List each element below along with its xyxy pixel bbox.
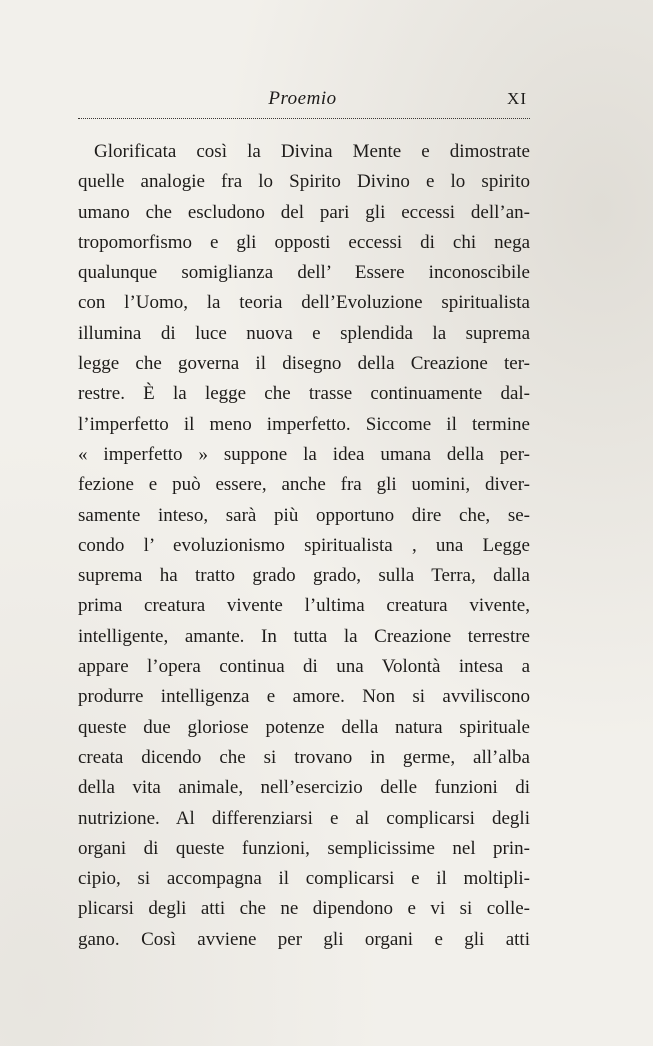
- text-line: restre. È la legge che trasse continuamente dal-: [78, 383, 530, 405]
- text-line: umano che escludono del pari gli eccessi dell’an-: [78, 201, 530, 223]
- text-line: suprema ha tratto grado grado, sulla Terra, dalla: [78, 565, 530, 587]
- text-line: fezione e può essere, anche fra gli uomini, diver-: [78, 474, 530, 496]
- text-line: queste due gloriose potenze della natura spirituale: [78, 716, 530, 738]
- text-line: tropomorfismo e gli opposti eccessi di chi nega: [78, 231, 530, 253]
- text-line: appare l’opera continua di una Volontà intesa a: [78, 656, 530, 678]
- text-line: condo l’ evoluzionismo spiritualista , una Legge: [78, 534, 530, 556]
- text-line: cipio, si accompagna il complicarsi e il moltipli-: [78, 868, 530, 890]
- text-line: l’imperfetto il meno imperfetto. Siccome il termine: [78, 413, 530, 435]
- text-line: organi di queste funzioni, semplicissime nel prin-: [78, 837, 530, 859]
- page-number: XI: [507, 89, 527, 108]
- text-line: nutrizione. Al differenziarsi e al complicarsi degli: [78, 807, 530, 829]
- text-line: plicarsi degli atti che ne dipendono e vi si colle-: [78, 898, 530, 920]
- running-title: Proemio: [268, 88, 337, 109]
- text-line: qualunque somiglianza dell’ Essere inconoscibile: [78, 262, 530, 284]
- header-divider: [78, 118, 530, 119]
- text-line: con l’Uomo, la teoria dell’Evoluzione spiritualista: [78, 292, 530, 314]
- text-line: legge che governa il disegno della Creazione ter-: [78, 353, 530, 375]
- text-line: « imperfetto » suppone la idea umana della per-: [78, 443, 530, 465]
- text-line: Glorificata così la Divina Mente e dimostrate: [94, 141, 530, 162]
- running-header: [78, 88, 527, 114]
- text-line: illumina di luce nuova e splendida la suprema: [78, 322, 530, 344]
- text-line: intelligente, amante. In tutta la Creazione terrestre: [78, 625, 530, 647]
- text-line: samente inteso, sarà più opportuno dire che, se-: [78, 504, 530, 526]
- text-line: produrre intelligenza e amore. Non si avviliscono: [78, 686, 530, 708]
- text-line: prima creatura vivente l’ultima creatura vivente,: [78, 595, 530, 617]
- text-line: gano. Così avviene per gli organi e gli atti: [78, 928, 530, 950]
- text-line: della vita animale, nell’esercizio delle funzioni di: [78, 777, 530, 799]
- body-paragraph: [78, 137, 530, 955]
- text-line: quelle analogie fra lo Spirito Divino e lo spirito: [78, 171, 530, 193]
- text-line: creata dicendo che si trovano in germe, all’alba: [78, 746, 530, 768]
